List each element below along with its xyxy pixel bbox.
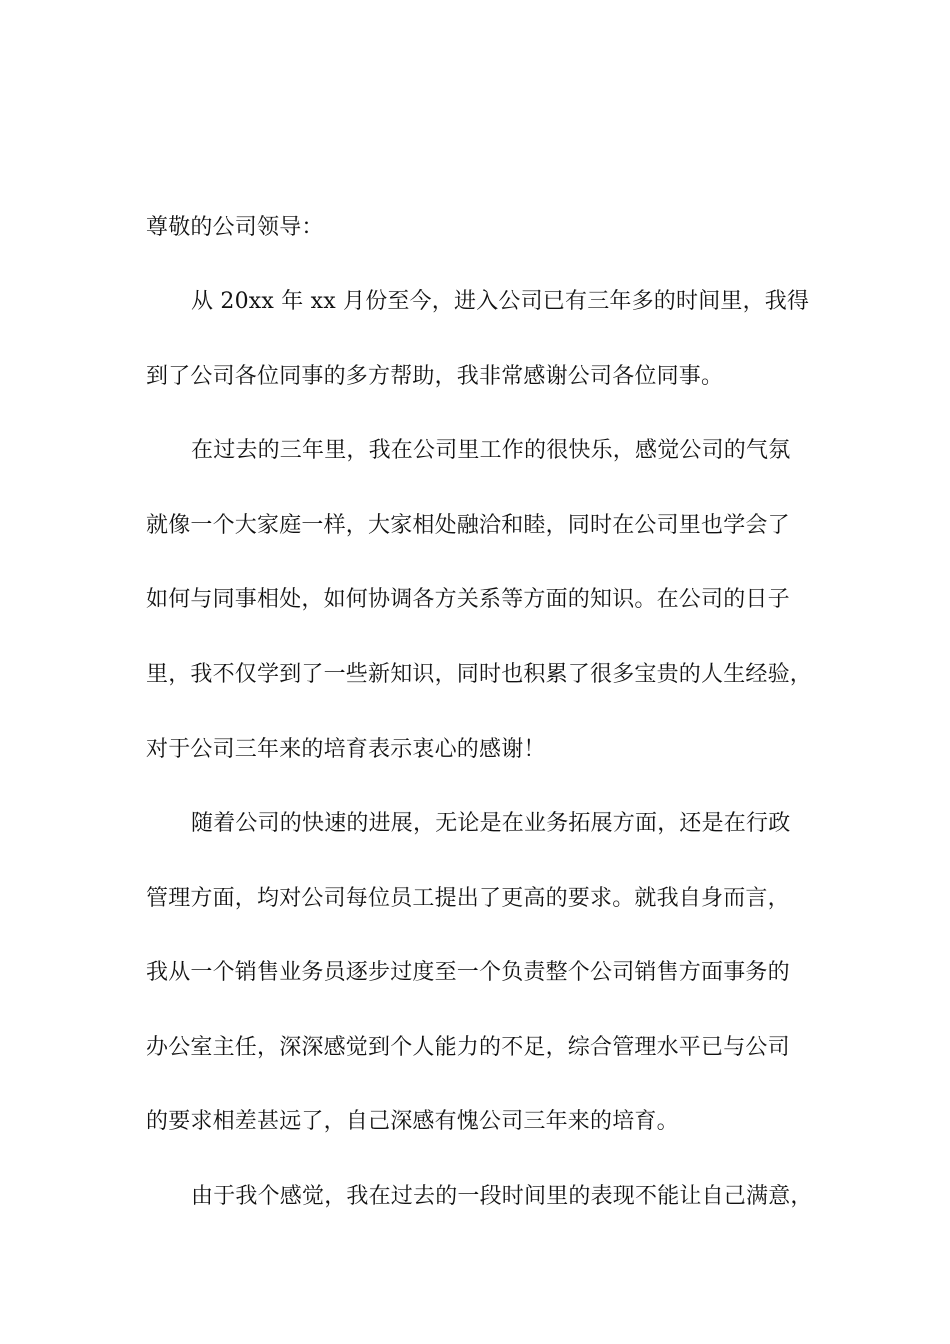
paragraph-3-line-3: 我从一个销售业务员逐步过度至一个负责整个公司销售方面事务的 [146,960,790,985]
paragraph-4-line-1: 由于我个感觉，我在过去的一段时间里的表现不能让自己满意， [191,1184,813,1209]
paragraph-3-line-4: 办公室主任，深深感觉到个人能力的不足，综合管理水平已与公司 [146,1035,790,1060]
salutation: 尊敬的公司领导： [146,215,324,240]
paragraph-2-line-3: 如何与同事相处，如何协调各方关系等方面的知识。在公司的日子 [146,587,790,612]
paragraph-1-line-2: 到了公司各位同事的多方帮助，我非常感谢公司各位同事。 [146,364,724,389]
paragraph-3-line-1: 随着公司的快速的进展，无论是在业务拓展方面，还是在行政 [191,811,791,836]
paragraph-3-line-5: 的要求相差甚远了，自己深感有愧公司三年来的培育。 [146,1109,679,1134]
paragraph-2-line-2: 就像一个大家庭一样，大家相处融洽和睦，同时在公司里也学会了 [146,513,790,538]
paragraph-2-line-5: 对于公司三年来的培育表示衷心的感谢！ [146,737,546,762]
paragraph-2-line-4: 里，我不仅学到了一些新知识，同时也积累了很多宝贵的人生经验， [146,662,813,687]
paragraph-1-line-1: 从 20xx 年 xx 月份至今，进入公司已有三年多的时间里，我得 [191,289,810,314]
paragraph-2-line-1: 在过去的三年里，我在公司里工作的很快乐，感觉公司的气氛 [191,438,791,463]
paragraph-3-line-2: 管理方面，均对公司每位员工提出了更高的要求。就我自身而言， [146,886,790,911]
